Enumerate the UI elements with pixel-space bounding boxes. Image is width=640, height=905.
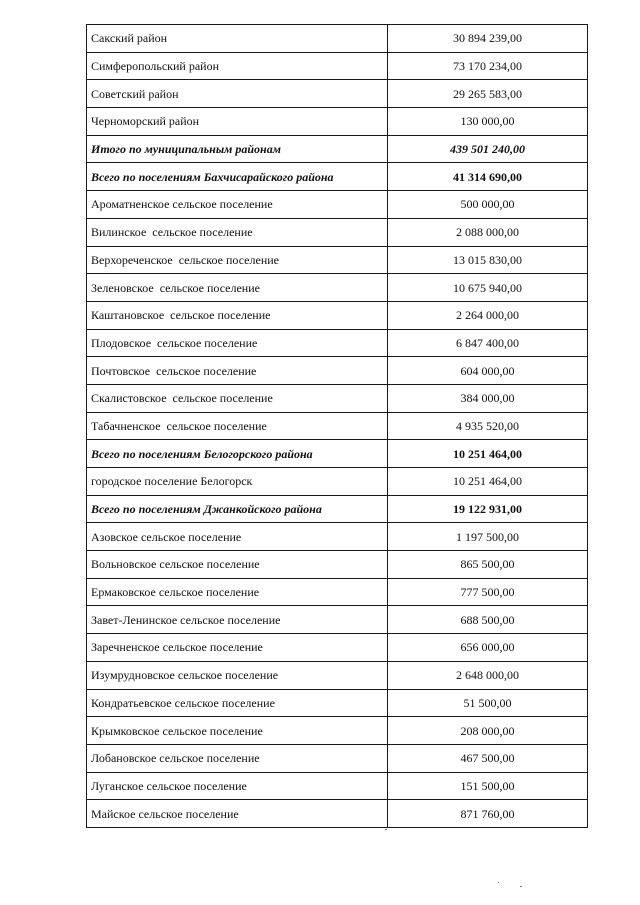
table-row: [87, 25, 588, 53]
row-name-cell: Изумрудновское сельское поселение: [87, 661, 388, 689]
table-row: [87, 689, 588, 717]
row-name-cell: Симферопольский район: [87, 52, 388, 80]
row-name-cell: Всего по поселениям Джанкойского района: [87, 495, 388, 523]
table-row: [87, 301, 588, 329]
row-name-cell: Каштановское сельское поселение: [87, 301, 388, 329]
row-amount-cell: 73 170 234,00: [388, 52, 588, 80]
row-name-cell: Кондратьевское сельское поселение: [87, 689, 388, 717]
row-amount-cell: 467 500,00: [388, 744, 588, 772]
row-amount-cell: 871 760,00: [388, 800, 588, 828]
table-row: [87, 717, 588, 745]
row-amount-cell: 151 500,00: [388, 772, 588, 800]
row-amount-cell: 10 251 464,00: [388, 468, 588, 496]
row-name-cell: Верхореченское сельское поселение: [87, 246, 388, 274]
row-amount-cell: 10 675 940,00: [388, 274, 588, 302]
table-row-total: [87, 495, 588, 523]
row-amount-cell: 51 500,00: [388, 689, 588, 717]
table-row: [87, 551, 588, 579]
row-name-cell: Плодовское сельское поселение: [87, 329, 388, 357]
budget-allocation-table: [86, 24, 588, 828]
row-amount-cell: 41 314 690,00: [388, 163, 588, 191]
row-name-cell: Почтовское сельское поселение: [87, 357, 388, 385]
row-amount-cell: 130 000,00: [388, 108, 588, 136]
row-name-cell: Зеленовское сельское поселение: [87, 274, 388, 302]
table-row: [87, 744, 588, 772]
row-name-cell: Луганское сельское поселение: [87, 772, 388, 800]
table-row: [87, 108, 588, 136]
row-name-cell: Майское сельское поселение: [87, 800, 388, 828]
row-amount-cell: 19 122 931,00: [388, 495, 588, 523]
row-name-cell: Завет-Ленинское сельское поселение: [87, 606, 388, 634]
row-amount-cell: 10 251 464,00: [388, 440, 588, 468]
row-amount-cell: 865 500,00: [388, 551, 588, 579]
table-row: [87, 357, 588, 385]
row-name-cell: Советский район: [87, 80, 388, 108]
table-row: [87, 412, 588, 440]
table-row-total: [87, 163, 588, 191]
table-row: [87, 468, 588, 496]
row-amount-cell: 500 000,00: [388, 191, 588, 219]
table-row: [87, 329, 588, 357]
scan-speck: [520, 886, 522, 887]
table-row: [87, 246, 588, 274]
table-row: [87, 578, 588, 606]
table-row: [87, 772, 588, 800]
row-name-cell: Вольновское сельское поселение: [87, 551, 388, 579]
table-row: [87, 523, 588, 551]
row-amount-cell: 384 000,00: [388, 384, 588, 412]
row-name-cell: Сакский район: [87, 25, 388, 53]
row-amount-cell: 604 000,00: [388, 357, 588, 385]
row-amount-cell: 29 265 583,00: [388, 80, 588, 108]
table-row: [87, 800, 588, 828]
row-name-cell: городское поселение Белогорск: [87, 468, 388, 496]
table-body: [87, 25, 588, 828]
row-amount-cell: 656 000,00: [388, 634, 588, 662]
scan-speck: [498, 882, 499, 883]
row-amount-cell: 30 894 239,00: [388, 25, 588, 53]
row-name-cell: Черноморский район: [87, 108, 388, 136]
row-name-cell: Крымковское сельское поселение: [87, 717, 388, 745]
row-amount-cell: 777 500,00: [388, 578, 588, 606]
table-row: [87, 218, 588, 246]
row-amount-cell: 6 847 400,00: [388, 329, 588, 357]
row-amount-cell: 2 648 000,00: [388, 661, 588, 689]
row-name-cell: Заречненское сельское поселение: [87, 634, 388, 662]
row-name-cell: Ермаковское сельское поселение: [87, 578, 388, 606]
table-row: [87, 606, 588, 634]
row-name-cell: Лобановское сельское поселение: [87, 744, 388, 772]
table-row: [87, 274, 588, 302]
row-amount-cell: 2 264 000,00: [388, 301, 588, 329]
table-row: [87, 661, 588, 689]
row-amount-cell: 208 000,00: [388, 717, 588, 745]
table-row: [87, 191, 588, 219]
table-row-total: [87, 135, 588, 163]
row-amount-cell: 688 500,00: [388, 606, 588, 634]
row-name-cell: Всего по поселениям Бахчисарайского района: [87, 163, 388, 191]
table-row: [87, 80, 588, 108]
row-amount-cell: 2 088 000,00: [388, 218, 588, 246]
row-name-cell: Ароматненское сельское поселение: [87, 191, 388, 219]
row-name-cell: Всего по поселениям Белогорского района: [87, 440, 388, 468]
row-amount-cell: 439 501 240,00: [388, 135, 588, 163]
row-name-cell: Итого по муниципальным районам: [87, 135, 388, 163]
table-row-total: [87, 440, 588, 468]
scan-speck: [385, 829, 387, 830]
row-name-cell: Табачненское сельское поселение: [87, 412, 388, 440]
row-name-cell: Вилинское сельское поселение: [87, 218, 388, 246]
row-amount-cell: 4 935 520,00: [388, 412, 588, 440]
row-name-cell: Азовское сельское поселение: [87, 523, 388, 551]
row-amount-cell: 13 015 830,00: [388, 246, 588, 274]
table-row: [87, 52, 588, 80]
table-row: [87, 634, 588, 662]
row-name-cell: Скалистовское сельское поселение: [87, 384, 388, 412]
table-row: [87, 384, 588, 412]
row-amount-cell: 1 197 500,00: [388, 523, 588, 551]
